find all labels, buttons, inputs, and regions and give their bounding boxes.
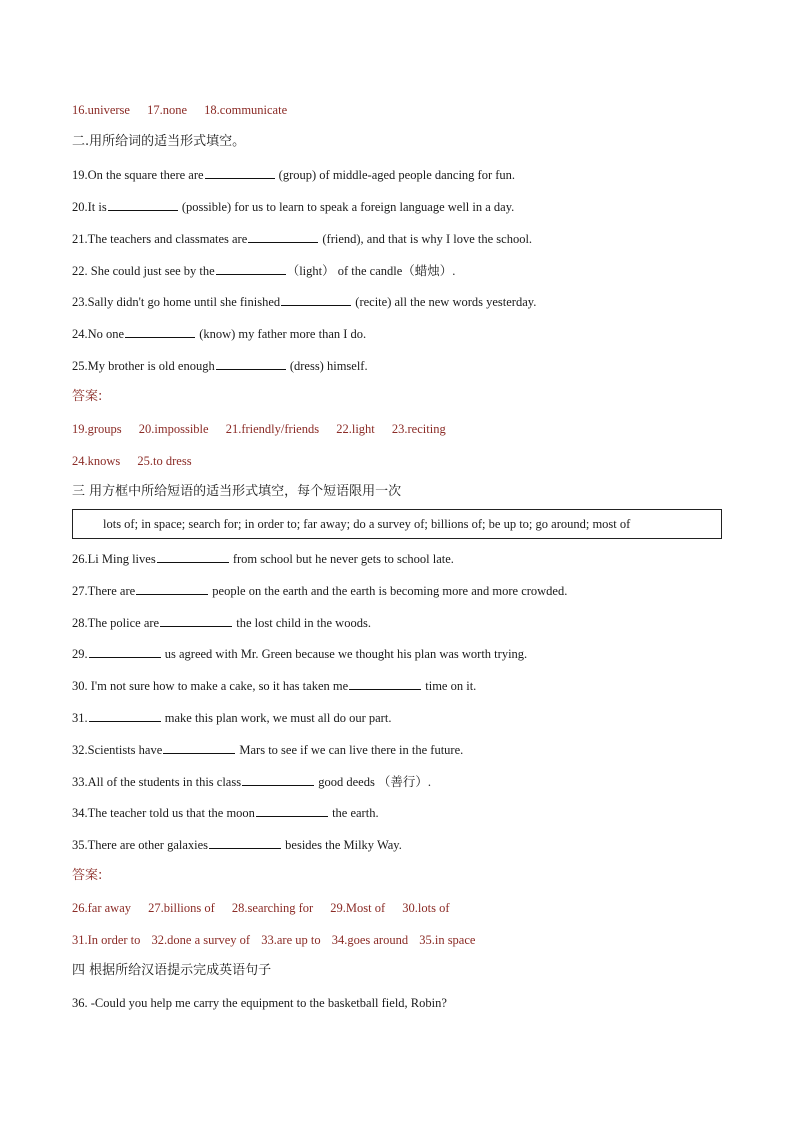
answer-blank[interactable] xyxy=(89,709,161,722)
answers-31-35 xyxy=(72,932,475,948)
answer-item: 21.friendly/friends xyxy=(225,422,320,436)
answer-item: 28.searching for xyxy=(231,901,314,915)
question-22: 22. She could just see by the （light） of the candle（蜡烛）. xyxy=(72,264,456,278)
answers-16-18 xyxy=(72,102,287,118)
question-26: 26.Li Ming lives from school but he never gets to school late. xyxy=(72,552,454,566)
answer-blank[interactable] xyxy=(216,357,286,370)
answer-blank[interactable] xyxy=(256,804,328,817)
answer-item: 29.Most of xyxy=(330,901,386,915)
answer-item: 20.impossible xyxy=(138,422,209,436)
question-36: 36. -Could you help me carry the equipment to the basketball field, Robin? xyxy=(72,996,447,1010)
answer-blank[interactable] xyxy=(209,836,281,849)
answer-blank[interactable] xyxy=(163,741,235,754)
answer-item: 35.in space xyxy=(419,933,476,947)
answer-item: 23.reciting xyxy=(391,422,446,436)
answer-item: 33.are up to xyxy=(261,933,321,947)
answer-blank[interactable] xyxy=(125,325,195,338)
question-28: 28.The police are the lost child in the woods. xyxy=(72,616,371,630)
question-19: 19.On the square there are (group) of middle-aged people dancing for fun. xyxy=(72,168,516,182)
question-24: 24.No one (know) my father more than I do. xyxy=(72,327,367,341)
answer-blank[interactable] xyxy=(108,198,178,211)
answer-item: 32.done a survey of xyxy=(151,933,251,947)
phrase-box: lots of; in space; search for; in order to; far away; do a survey of; billions of; be up to; go around; most of xyxy=(72,509,722,539)
question-25: 25.My brother is old enough (dress) himself. xyxy=(72,359,368,373)
question-32: 32.Scientists have Mars to see if we can live there in the future. xyxy=(72,743,464,757)
answer-label: 答案: xyxy=(72,389,103,404)
answer-item: 30.lots of xyxy=(402,901,450,915)
answers-24-25 xyxy=(72,453,192,469)
answer-item: 25.to dress xyxy=(137,454,192,468)
answer-blank[interactable] xyxy=(89,645,161,658)
section2-heading: 二.用所给词的适当形式填空。 xyxy=(72,134,246,149)
question-20: 20.It is (possible) for us to learn to speak a foreign language well in a day. xyxy=(72,200,515,214)
answers-26-30 xyxy=(72,900,450,916)
section3-heading: 三 用方框中所给短语的适当形式填空，每个短语限用一次 xyxy=(72,484,402,499)
answer-blank[interactable] xyxy=(160,614,232,627)
answer-item: 18.communicate xyxy=(204,103,288,117)
answer-blank[interactable] xyxy=(349,677,421,690)
answer-blank[interactable] xyxy=(136,582,208,595)
question-31: 31. make this plan work, we must all do our part. xyxy=(72,711,392,725)
question-34: 34.The teacher told us that the moon the earth. xyxy=(72,806,379,820)
answer-blank[interactable] xyxy=(216,262,286,275)
answer-item: 16.universe xyxy=(72,103,130,117)
answer-item: 34.goes around xyxy=(331,933,409,947)
answer-item: 27.billions of xyxy=(148,901,215,915)
answer-blank[interactable] xyxy=(242,773,314,786)
answer-item: 26.far away xyxy=(72,901,131,915)
answer-item: 19.groups xyxy=(72,422,122,436)
question-21: 21.The teachers and classmates are (friend), and that is why I love the school. xyxy=(72,232,533,246)
answer-item: 22.light xyxy=(336,422,375,436)
question-35: 35.There are other galaxies besides the Milky Way. xyxy=(72,838,402,852)
answer-item: 24.knows xyxy=(72,454,121,468)
answer-label: 答案: xyxy=(72,868,103,883)
section4-heading: 四 根据所给汉语提示完成英语句子 xyxy=(72,963,272,978)
answer-item: 17.none xyxy=(147,103,188,117)
answer-blank[interactable] xyxy=(205,166,275,179)
answer-item: 31.In order to xyxy=(72,933,141,947)
answer-blank[interactable] xyxy=(157,550,229,563)
question-33: 33.All of the students in this class good deeds （善行）. xyxy=(72,775,432,789)
question-30: 30. I'm not sure how to make a cake, so it has taken me time on it. xyxy=(72,679,477,693)
answer-blank[interactable] xyxy=(248,230,318,243)
question-23: 23.Sally didn't go home until she finished (recite) all the new words yesterday. xyxy=(72,295,537,309)
question-27: 27.There are people on the earth and the earth is becoming more and more crowded. xyxy=(72,584,568,598)
answer-blank[interactable] xyxy=(281,293,351,306)
question-29: 29. us agreed with Mr. Green because we thought his plan was worth trying. xyxy=(72,647,528,661)
answers-19-23 xyxy=(72,421,446,437)
